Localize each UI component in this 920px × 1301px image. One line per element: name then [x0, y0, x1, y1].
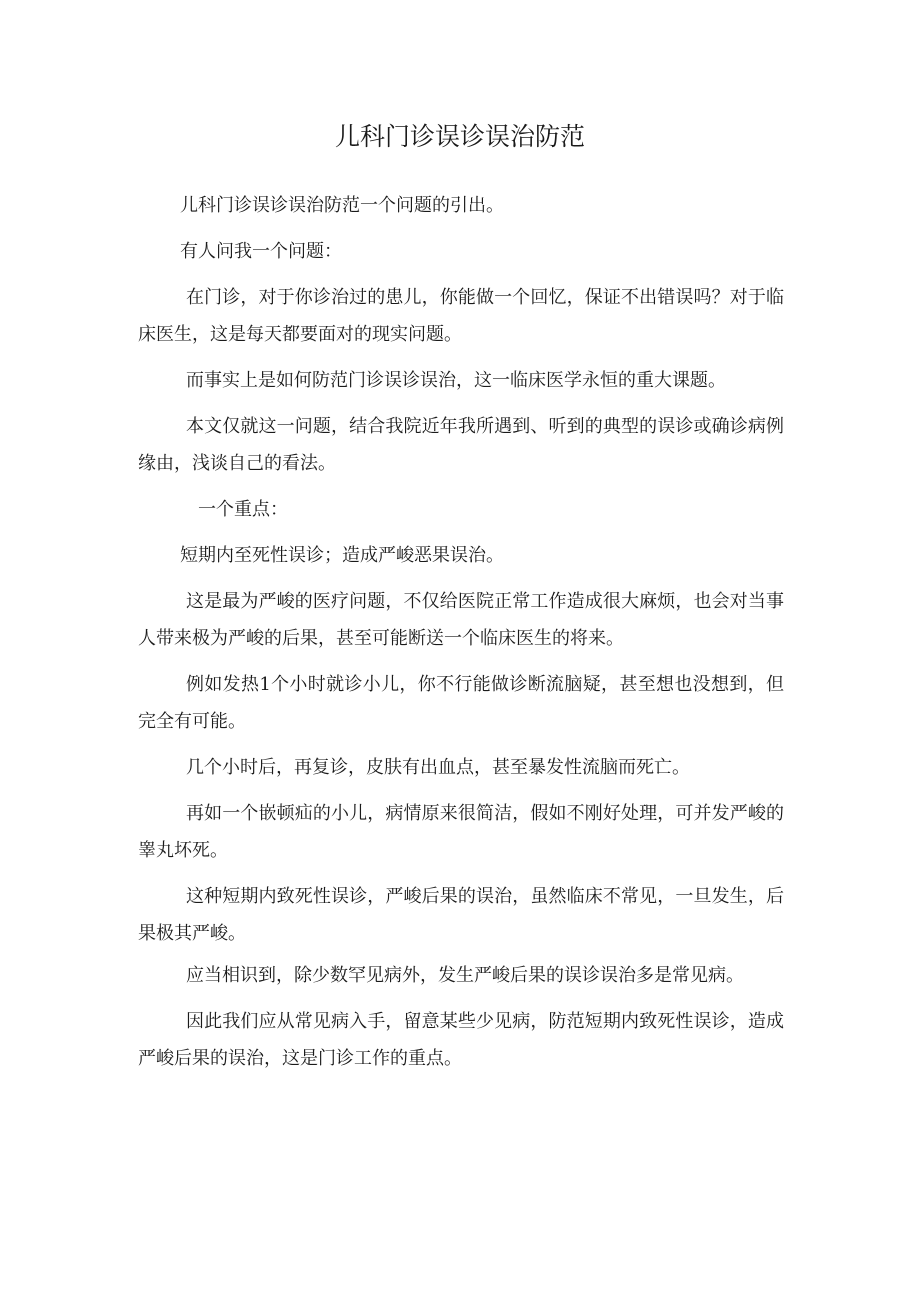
paragraph-severity: 这是最为严峻的医疗问题，不仅给医院正常工作造成很大麻烦，也会对当事人带来极为严峻的后果，甚至可能断送一个临床医生的将来。: [138, 591, 784, 649]
paragraph-scope: 本文仅就这一问题，结合我院近年我所遇到、听到的典型的误诊或确诊病例缘由，浅谈自己的看法。: [138, 416, 784, 474]
paragraph-rare-but-severe: 这种短期内致死性误诊，严峻后果的误治，虽然临床不常见，一旦发生，后果极其严峻。: [138, 886, 784, 944]
paragraph-question: 在门诊，对于你诊治过的患儿，你能做一个回忆，保证不出错误吗？对于临床医生，这是每天都要面对的现实问题。: [138, 287, 784, 345]
paragraph-example-fever: 例如发热1个小时就诊小儿，你不行能做诊断流脑疑，甚至想也没想到，但完全有可能。: [138, 674, 784, 732]
paragraph-common-diseases: 应当相识到，除少数罕见病外，发生严峻后果的误诊误治多是常见病。: [186, 965, 744, 986]
paragraph-reality: 而事实上是如何防范门诊误诊误治，这一临床医学永恒的重大课题。: [186, 370, 726, 391]
paragraph-example-hernia: 再如一个嵌顿疝的小儿，病情原来很简洁，假如不刚好处理，可并发严峻的睾丸坏死。: [138, 803, 784, 861]
paragraph-intro: 儿科门诊误诊误治防范一个问题的引出。: [180, 195, 504, 216]
paragraph-focus-statement: 短期内至死性误诊；造成严峻恶果误治。: [180, 545, 504, 566]
paragraph-conclusion: 因此我们应从常见病入手，留意某些少见病，防范短期内致死性误诊，造成严峻后果的误治，这是门诊工作的重点。: [138, 1011, 784, 1069]
paragraph-focus-heading: 一个重点：: [198, 499, 288, 520]
paragraph-example-followup: 几个小时后，再复诊，皮肤有出血点，甚至暴发性流脑而死亡。: [186, 757, 690, 778]
document-body: [138, 187, 784, 1086]
document-title: 儿科门诊误诊误治防范: [334, 122, 585, 151]
paragraph-question-lead: 有人问我一个问题：: [180, 241, 342, 262]
